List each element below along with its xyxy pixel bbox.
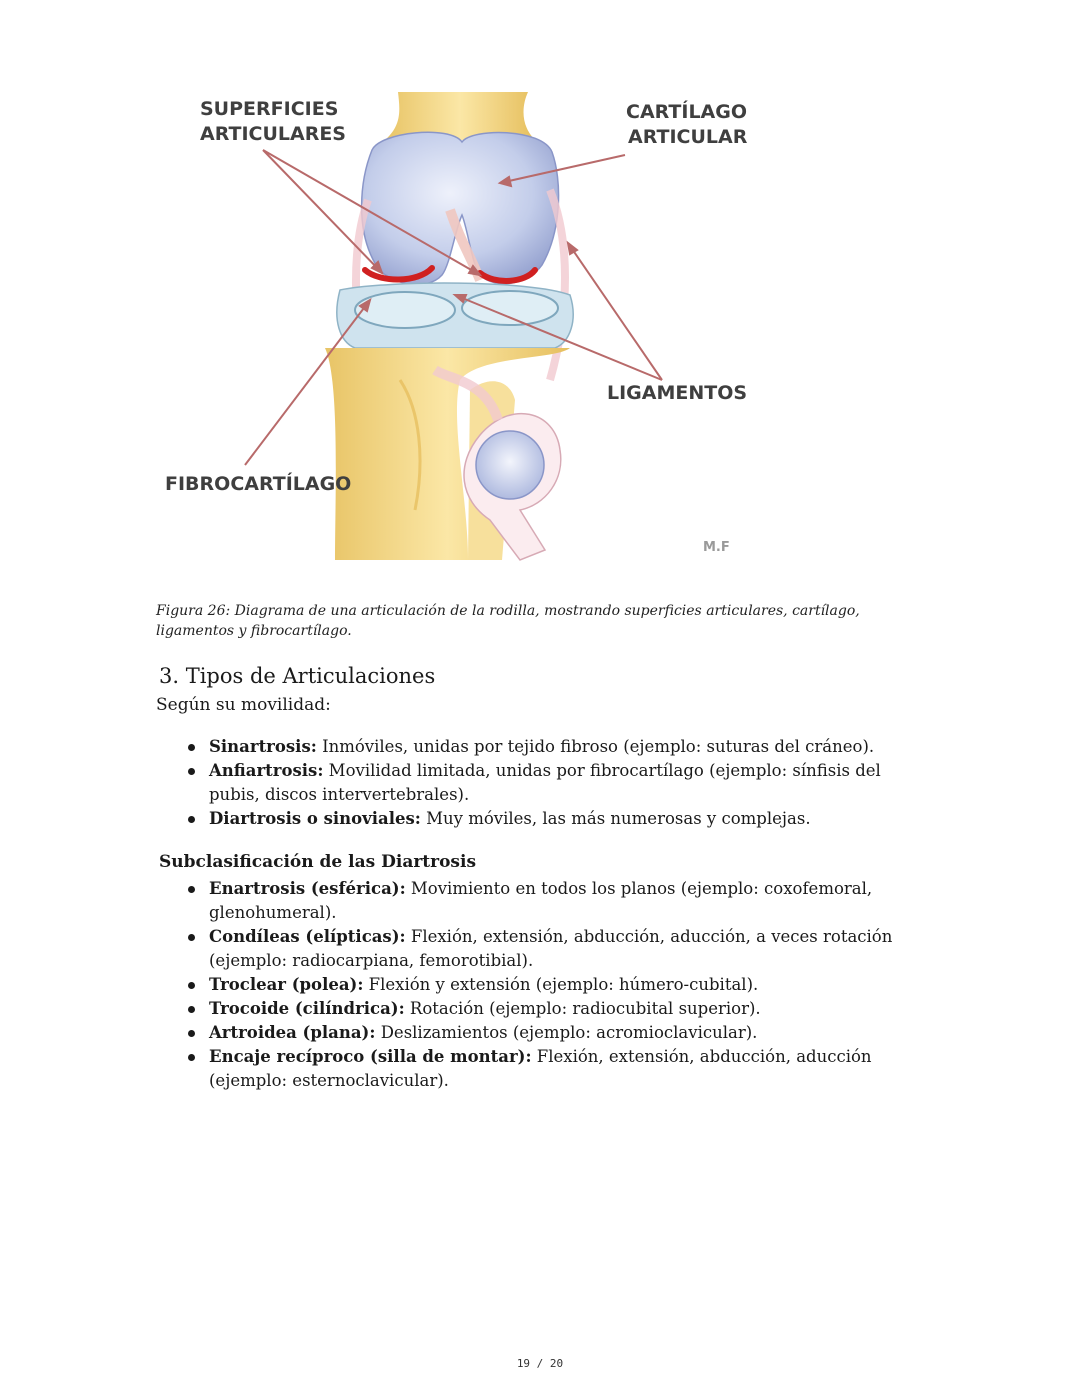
- bullet-icon: [188, 982, 195, 989]
- item-term: Diartrosis o sinoviales:: [209, 809, 421, 828]
- section-title: 3. Tipos de Articulaciones: [159, 664, 436, 688]
- list-item: [185, 759, 905, 807]
- item-desc: Rotación (ejemplo: radiocubital superior).: [404, 999, 761, 1018]
- item-desc: Movilidad limitada, unidas por fibrocartílago (ejemplo: sínfisis del pubis, discos intervertebrales).: [209, 761, 881, 804]
- item-term: Condíleas (elípticas):: [209, 927, 406, 946]
- list-item: [185, 877, 905, 925]
- list-item: [185, 735, 905, 759]
- label-superficies-1: SUPERFICIES: [200, 98, 339, 120]
- item-term: Encaje recíproco (silla de montar):: [209, 1047, 532, 1066]
- label-ligamentos: LIGAMENTOS: [607, 382, 748, 404]
- subsection-title: Subclasificación de las Diartrosis: [159, 852, 477, 872]
- knee-joint-figure: [150, 80, 750, 570]
- femur-cartilage: [362, 132, 559, 284]
- list-item: [185, 973, 905, 997]
- list-item: [185, 807, 905, 831]
- item-term: Trocoide (cilíndrica):: [209, 999, 405, 1018]
- item-desc: Flexión, extensión, abducción, aducción (ejemplo: esternoclavicular).: [209, 1047, 872, 1090]
- item-desc: Flexión, extensión, abducción, aducción, a veces rotación (ejemplo: radiocarpiana, femorotibial).: [209, 927, 893, 970]
- list-item: [185, 997, 905, 1021]
- item-desc: Deslizamientos (ejemplo: acromioclavicular).: [375, 1023, 758, 1042]
- item-term: Artroidea (plana):: [209, 1023, 376, 1042]
- page-number: 19 / 20: [516, 1357, 564, 1370]
- meniscus-medial: [355, 292, 455, 328]
- diartrosis-list: [185, 877, 905, 1093]
- bullet-icon: [188, 1054, 195, 1061]
- list-item: [185, 1021, 905, 1045]
- section-intro: Según su movilidad:: [156, 695, 331, 715]
- figure-caption: Figura 26: Diagrama de una articulación de la rodilla, mostrando superficies articulares, cartílago, ligamentos y fibrocartílago.: [156, 603, 860, 639]
- item-desc: Inmóviles, unidas por tejido fibroso (ejemplo: suturas del cráneo).: [316, 737, 875, 756]
- list-item: [185, 925, 905, 973]
- item-desc: Movimiento en todos los planos (ejemplo: coxofemoral, glenohumeral).: [209, 879, 873, 922]
- item-desc: Flexión y extensión (ejemplo: húmero-cubital).: [363, 975, 759, 994]
- figure-credit: M.F: [703, 540, 730, 555]
- item-term: Enartrosis (esférica):: [209, 879, 406, 898]
- item-desc: Muy móviles, las más numerosas y complejas.: [420, 809, 811, 828]
- bullet-icon: [188, 886, 195, 893]
- bullet-icon: [188, 934, 195, 941]
- bullet-icon: [188, 1006, 195, 1013]
- bullet-icon: [188, 768, 195, 775]
- list-item: [185, 1045, 905, 1093]
- bullet-icon: [188, 1030, 195, 1037]
- bullet-icon: [188, 744, 195, 751]
- label-fibrocartilago: FIBROCARTÍLAGO: [165, 473, 352, 495]
- label-cartilago-2: ARTICULAR: [628, 126, 748, 148]
- bullet-icon: [188, 816, 195, 823]
- mobility-list: [185, 735, 905, 831]
- item-term: Anfiartrosis:: [209, 761, 324, 780]
- knee-diagram: [150, 80, 750, 570]
- item-term: Troclear (polea):: [209, 975, 364, 994]
- item-term: Sinartrosis:: [209, 737, 317, 756]
- label-cartilago-1: CARTÍLAGO: [626, 101, 748, 123]
- meniscus-lateral: [462, 291, 558, 325]
- label-superficies-2: ARTICULARES: [200, 123, 346, 145]
